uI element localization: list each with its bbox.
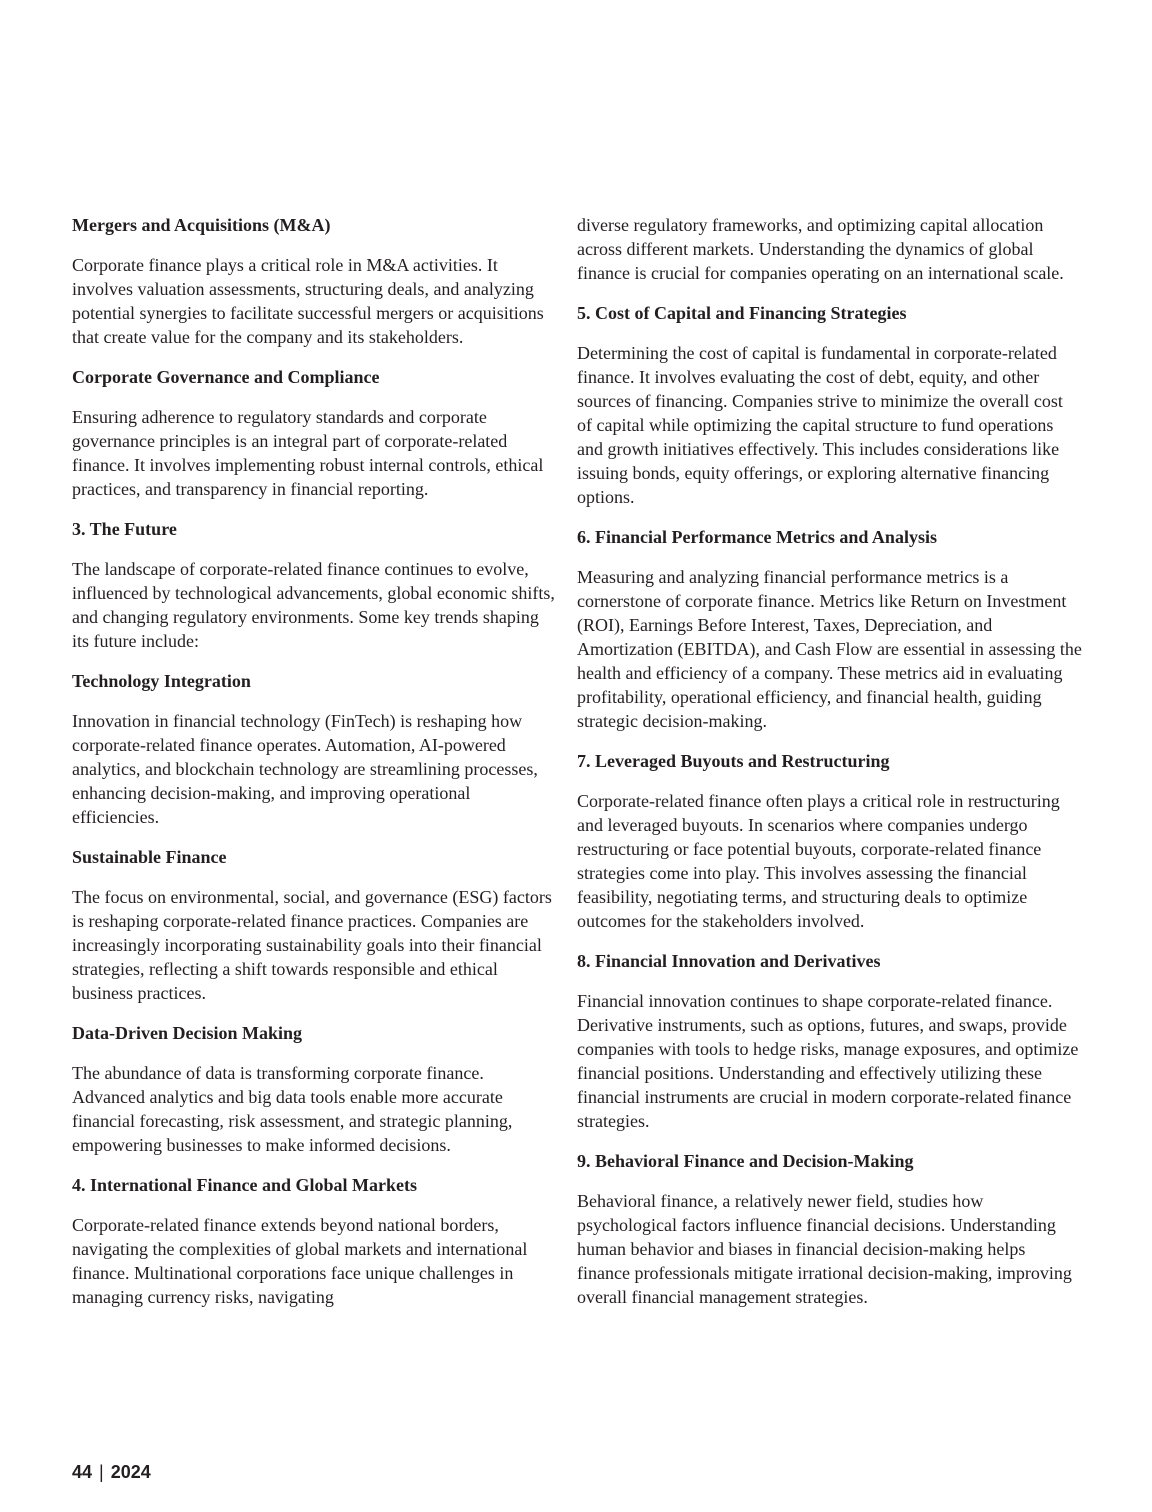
body-paragraph: Ensuring adherence to regulatory standards and corporate governance principles is an integral part of corporate-related finance. It involves implementing robust internal controls, ethical practices, and transparency in financial reporting. — [72, 407, 544, 499]
section-heading-8-financial-innovation-and-derivatives: 8. Financial Innovation and Derivatives — [577, 951, 881, 971]
body-paragraph: Corporate-related finance often plays a critical role in restructuring and leveraged buyouts. In scenarios where companies undergo restructuring or face potential buyouts, corporate-related finance strategies come into play. This involves assessing the financial feasibility, negotiating terms, and structuring deals to optimize outcomes for the stakeholders involved. — [577, 791, 1060, 931]
section-heading-6-financial-performance-metrics-and-analysis: 6. Financial Performance Metrics and Analysis — [577, 527, 937, 547]
section-heading-corporate-governance-and-compliance: Corporate Governance and Compliance — [72, 367, 380, 387]
body-paragraph: Financial innovation continues to shape corporate-related finance. Derivative instruments, such as options, futures, and swaps, provide companies with tools to hedge risks, manage exposures, and optimize financial positions. Understanding and effectively utilizing these financial instruments are crucial in modern corporate-related finance strategies. — [577, 991, 1079, 1131]
section-heading-4-international-finance-and-global-markets: 4. International Finance and Global Markets — [72, 1175, 418, 1195]
footer-separator: | — [99, 1462, 104, 1482]
page-footer — [72, 1460, 151, 1484]
section-heading-technology-integration: Technology Integration — [72, 671, 251, 691]
body-paragraph: Measuring and analyzing financial performance metrics is a cornerstone of corporate finance. Metrics like Return on Investment (ROI), Earnings Before Interest, Taxes, Depreciation, and Amortization (EBITDA), and Cash Flow are essential in assessing the health and efficiency of a company. These metrics aid in evaluating profitability, operational efficiency, and financial health, guiding strategic decision-making. — [577, 567, 1082, 731]
body-paragraph: The landscape of corporate-related finance continues to evolve, influenced by technological advancements, global economic shifts, and changing regulatory environments. Some key trends shaping its future include: — [72, 559, 555, 651]
section-heading-9-behavioral-finance-and-decision-making: 9. Behavioral Finance and Decision-Making — [577, 1151, 914, 1171]
body-paragraph: Corporate-related finance extends beyond national borders, navigating the complexities of global markets and international finance. Multinational corporations face unique challenges in managing currency risks, navigating — [72, 1215, 528, 1307]
right-column — [577, 213, 1082, 1325]
section-heading-sustainable-finance: Sustainable Finance — [72, 847, 227, 867]
section-heading-mergers-and-acquisitions-m-a: Mergers and Acquisitions (M&A) — [72, 215, 331, 235]
body-paragraph: The abundance of data is transforming corporate finance. Advanced analytics and big data tools enable more accurate financial forecasting, risk assessment, and strategic planning, empowering businesses to make informed decisions. — [72, 1063, 513, 1155]
body-paragraph: The focus on environmental, social, and governance (ESG) factors is reshaping corporate-related finance practices. Companies are increasingly incorporating sustainability goals into their financial strategies, reflecting a shift towards responsible and ethical business practices. — [72, 887, 552, 1003]
page-number: 44 — [72, 1462, 93, 1482]
body-paragraph: Determining the cost of capital is fundamental in corporate-related finance. It involves evaluating the cost of debt, equity, and other sources of financing. Companies strive to minimize the overall cost of capital while optimizing the capital structure to fund operations and growth initiatives effectively. This includes considerations like issuing bonds, equity offerings, or exploring alternative financing options. — [577, 343, 1063, 507]
body-paragraph: Innovation in financial technology (FinTech) is reshaping how corporate-related finance operates. Automation, AI-powered analytics, and blockchain technology are streamlining processes, enhancing decision-making, and improving operational efficiencies. — [72, 711, 538, 827]
footer-year: 2024 — [110, 1462, 151, 1482]
section-heading-data-driven-decision-making: Data-Driven Decision Making — [72, 1023, 302, 1043]
body-paragraph: Corporate finance plays a critical role in M&A activities. It involves valuation assessments, structuring deals, and analyzing potential synergies to facilitate successful mergers or acquisitions that create value for the company and its stakeholders. — [72, 255, 544, 347]
body-paragraph: Behavioral finance, a relatively newer field, studies how psychological factors influence financial decisions. Understanding human behavior and biases in financial decision-making helps finance professionals mitigate irrational decision-making, improving overall financial management strategies. — [577, 1191, 1072, 1307]
section-heading-3-the-future: 3. The Future — [72, 519, 177, 539]
left-column — [72, 213, 557, 1325]
section-heading-5-cost-of-capital-and-financing-strategies: 5. Cost of Capital and Financing Strategies — [577, 303, 907, 323]
section-heading-7-leveraged-buyouts-and-restructuring: 7. Leveraged Buyouts and Restructuring — [577, 751, 890, 771]
body-paragraph: diverse regulatory frameworks, and optimizing capital allocation across different markets. Understanding the dynamics of global finance is crucial for companies operating on an international scale. — [577, 215, 1064, 283]
